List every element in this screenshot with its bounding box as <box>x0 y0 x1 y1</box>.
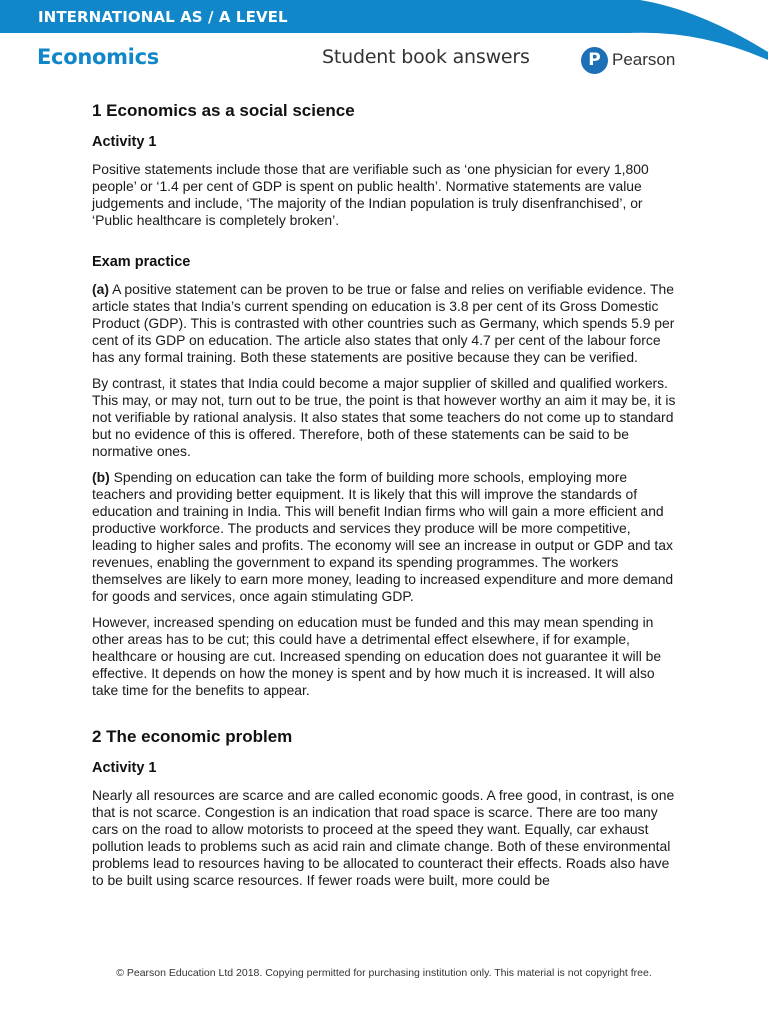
exam-part-b <box>92 469 676 605</box>
copyright-footer: © Pearson Education Ltd 2018. Copying permitted for purchasing institution only. This material is not copyright free. <box>116 967 652 979</box>
exam-practice-heading: Exam practice <box>92 254 191 270</box>
section-2-title: 2 The economic problem <box>92 727 293 746</box>
pearson-logo-mark <box>581 47 608 74</box>
exam-part-b-text: Spending on education can take the form of building more schools, employing more teachers and providing better equipment. It is likely that this will improve the standards of education and training in India. This will benefit Indian firms who will gain a more efficient and productive workforce. The products and services they produce will be more competitive, leading to higher sales and profits. The economy will see an increase in output or GDP and tax revenues, enabling the government to expand its spending programmes. The workers themselves are likely to earn more money, leading to increased expenditure and more demand for goods and services, once again stimulating GDP. <box>92 469 674 604</box>
exam-part-b-continued: However, increased spending on education must be funded and this may mean spending in other areas has to be cut; this could have a detrimental effect elsewhere, if for example, healthcare or housing are cut. Increased spending on education does not guarantee it will be effective. It depends on how the money is spent and by how much it is increased. It will also take time for the benefits to appear. <box>92 614 662 698</box>
section-2-activity-heading: Activity 1 <box>92 760 157 776</box>
document-type: Student book answers <box>322 46 530 68</box>
pearson-logo-wordmark: Pearson <box>612 50 676 69</box>
section-1-title: 1 Economics as a social science <box>92 101 355 120</box>
header-band <box>0 0 768 34</box>
exam-part-a <box>92 281 676 366</box>
section-1-activity-heading: Activity 1 <box>92 134 157 150</box>
page-content <box>92 101 676 898</box>
section-2-activity-text: Nearly all resources are scarce and are called economic goods. A free good, in contrast, is one that is not scarce. Congestion is an indication that road space is scarce. There are too many cars on the road to allow motorists to proceed at the speed they want. Equally, car exhaust pollution leads to problems such as acid rain and climate change. Both of these environmental problems lead to resources having to be allocated to counteract their effects. Roads also have to be built using scarce resources. If fewer roads were built, more could be <box>92 787 675 888</box>
exam-part-a-continued: By contrast, it states that India could become a major supplier of skilled and qualified workers. This may, or may not, turn out to be true, the point is that however worthy an aim it may be, it is not verifiable by rational analysis. It also states that some teachers do not come up to standard but no evidence of this is offered. Therefore, both of these statements can be said to be normative ones. <box>92 375 676 459</box>
exam-part-a-label: (a) <box>92 281 109 297</box>
exam-part-a-text: A positive statement can be proven to be true or false and relies on verifiable evidence. The article states that India’s current spending on education is 3.8 per cent of its Gross Domestic Product (GDP). This is contrasted with other countries such as Germany, which spends 5.9 per cent of its GDP on education. The article also states that only 4.7 per cent of the labour force has any formal training. Both these statements are positive because they can be verified. <box>92 281 675 365</box>
pearson-logo <box>581 46 675 74</box>
exam-part-b-label: (b) <box>92 469 110 485</box>
series-label: INTERNATIONAL AS / A LEVEL <box>38 8 288 26</box>
pearson-logo-letter: P <box>588 49 601 70</box>
section-1-activity-text: Positive statements include those that are verifiable such as ‘one physician for every 1,800 people’ or ‘1.4 per cent of GDP is spent on public health’. Normative statements are value judgements and include, ‘The majority of the Indian population is truly disenfranchised’, or ‘Public healthcare is completely broken’. <box>92 161 649 228</box>
subject-title: Economics <box>37 45 159 69</box>
